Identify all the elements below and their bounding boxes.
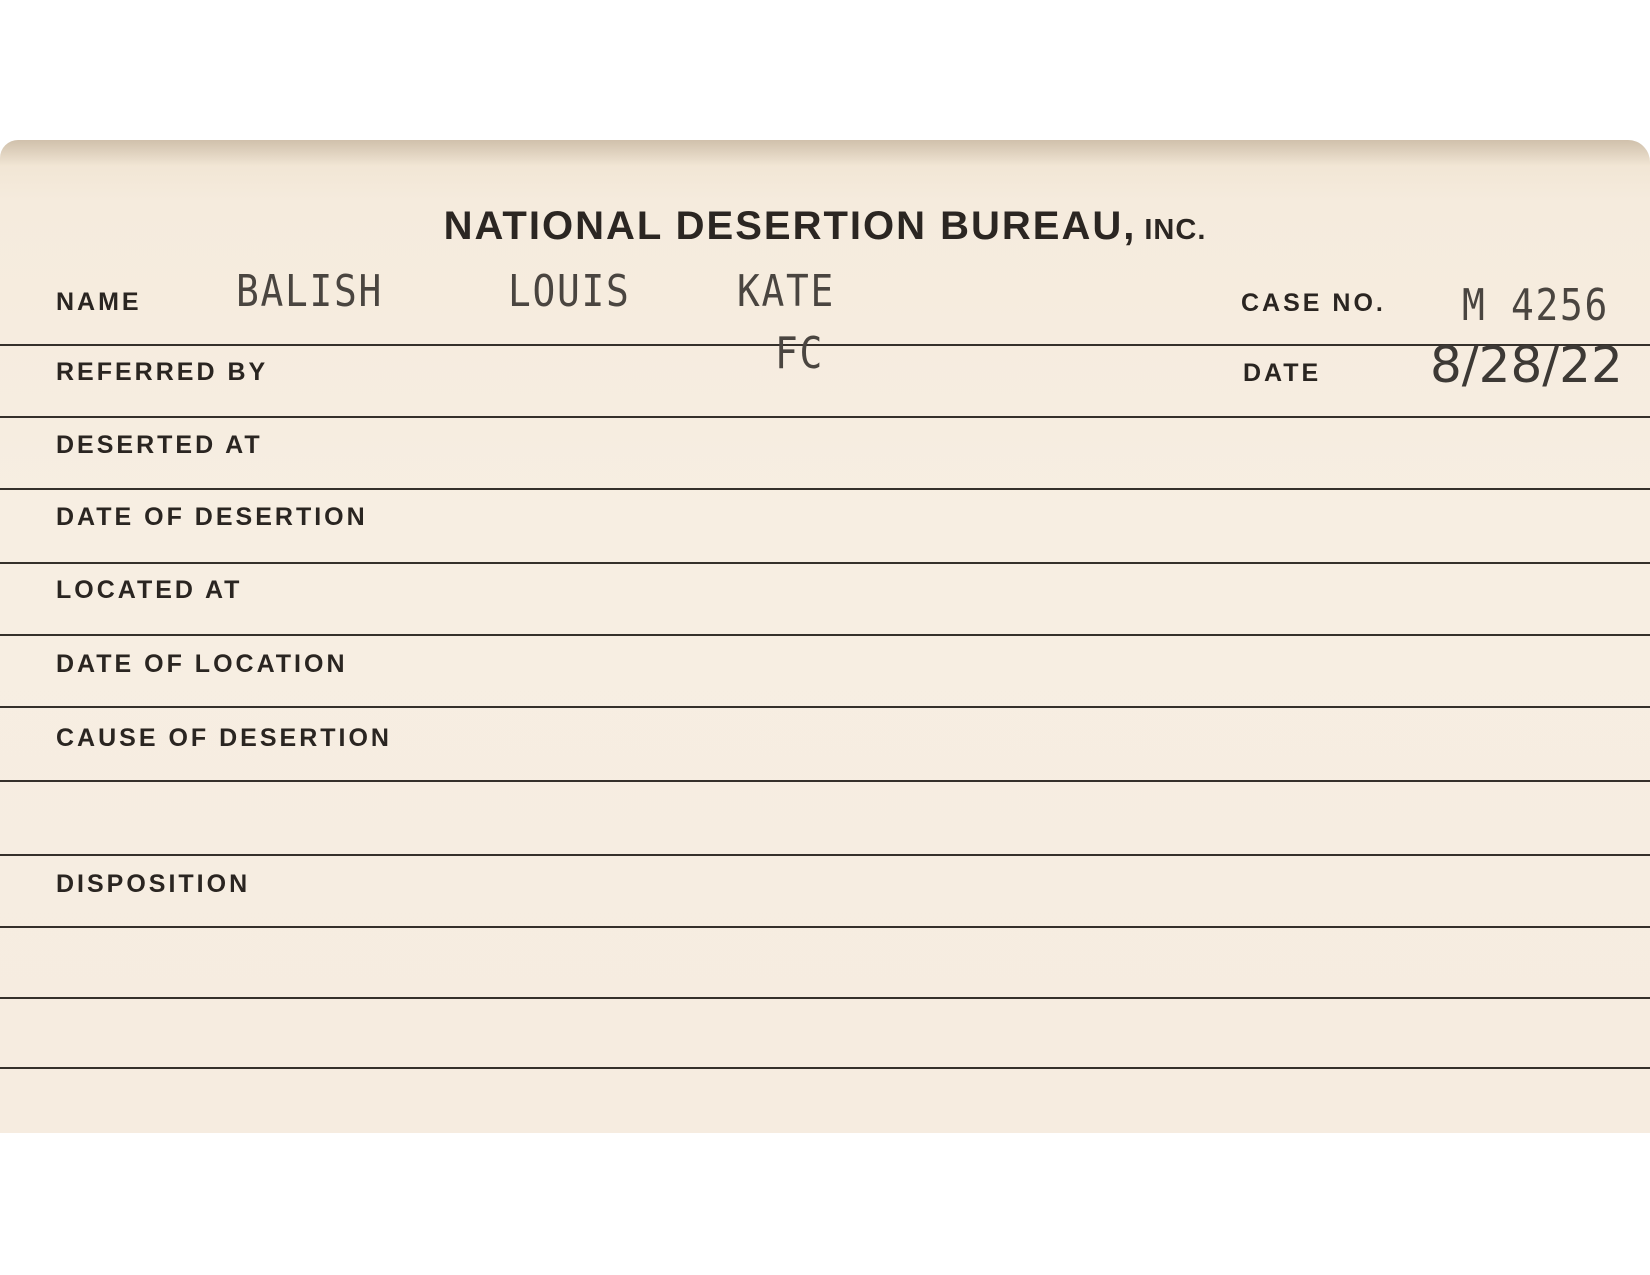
name-given-2-value: KATE bbox=[737, 266, 836, 317]
rule-cause-2 bbox=[0, 854, 1650, 856]
rule-date-of-location bbox=[0, 706, 1650, 708]
index-card bbox=[0, 140, 1650, 1133]
deserted-at-label: DESERTED AT bbox=[56, 431, 263, 459]
name-given-1-value: LOUIS bbox=[508, 266, 631, 317]
rule-disposition-1 bbox=[0, 926, 1650, 928]
cause-of-desertion-label: CAUSE OF DESERTION bbox=[56, 724, 392, 752]
case-no-label: CASE NO. bbox=[1241, 289, 1386, 317]
title-suffix: INC. bbox=[1144, 214, 1207, 246]
title-main: NATIONAL DESERTION BUREAU, bbox=[443, 204, 1137, 248]
rule-date-of-desertion bbox=[0, 562, 1650, 564]
rule-disposition-3 bbox=[0, 1067, 1650, 1069]
name-label: NAME bbox=[56, 288, 142, 316]
date-value: 8/28/22 bbox=[1430, 336, 1623, 394]
referred-by-label: REFERRED BY bbox=[56, 358, 269, 386]
date-of-location-label: DATE OF LOCATION bbox=[56, 650, 348, 678]
rule-deserted-at bbox=[0, 488, 1650, 490]
case-no-value: M 4256 bbox=[1462, 280, 1610, 331]
rule-referred bbox=[0, 416, 1650, 418]
rule-located-at bbox=[0, 634, 1650, 636]
date-label: DATE bbox=[1243, 359, 1322, 387]
referred-by-value: FC bbox=[775, 328, 825, 379]
card-title bbox=[0, 204, 1650, 249]
name-surname-value: BALISH bbox=[236, 266, 384, 317]
disposition-label: DISPOSITION bbox=[56, 870, 251, 898]
located-at-label: LOCATED AT bbox=[56, 576, 243, 604]
rule-cause-1 bbox=[0, 780, 1650, 782]
rule-name bbox=[0, 344, 1650, 346]
date-of-desertion-label: DATE OF DESERTION bbox=[56, 503, 368, 531]
rule-disposition-2 bbox=[0, 997, 1650, 999]
